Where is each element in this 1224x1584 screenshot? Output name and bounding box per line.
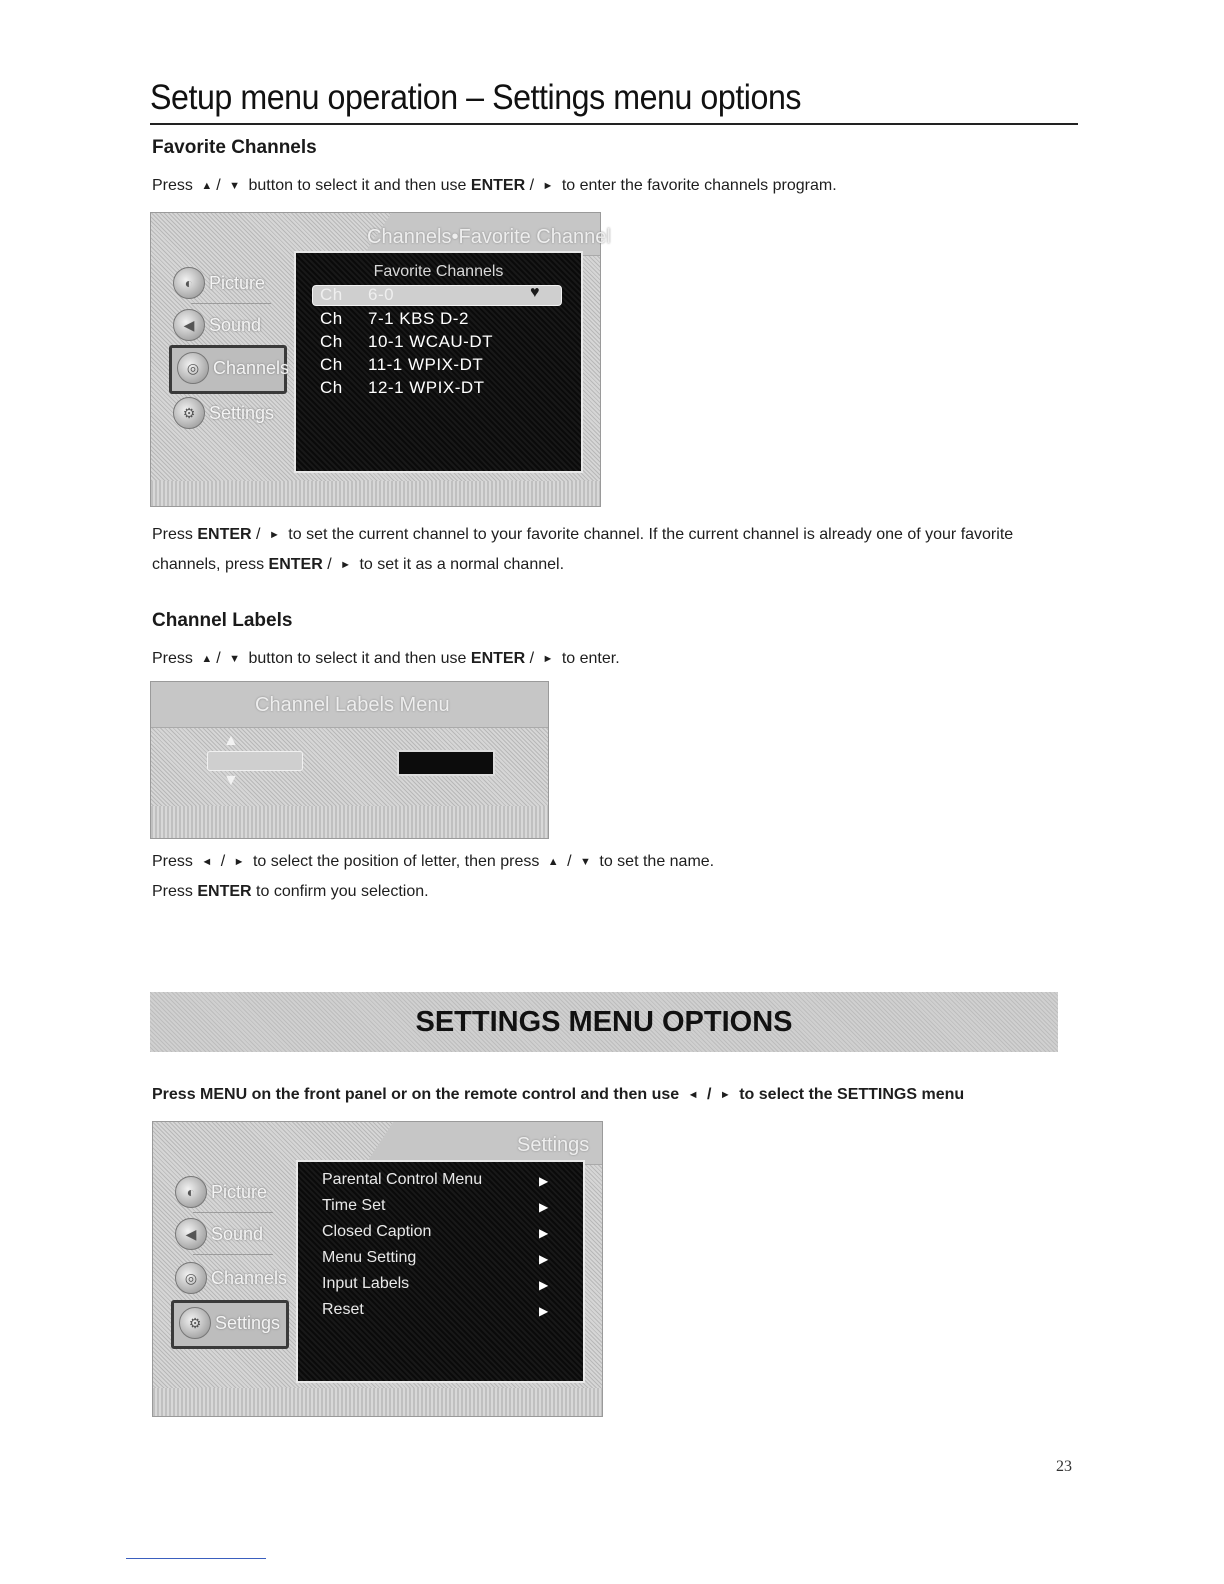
page-title: Setup menu operation – Settings menu options — [150, 78, 802, 117]
text: to select the position of letter, then press — [252, 853, 540, 870]
text-enter: ENTER — [197, 883, 252, 900]
slash: / — [567, 853, 572, 870]
settings-banner-title: SETTINGS MENU OPTIONS — [415, 1006, 793, 1038]
slash: / — [529, 650, 535, 667]
favorite-channels-instruction — [152, 171, 837, 201]
heart-icon: ♥ — [530, 284, 540, 301]
slash: / — [256, 526, 261, 543]
channel-value: 6-0 — [368, 285, 395, 304]
channel-value: 10-1 WCAU-DT — [368, 332, 494, 351]
side-item-label: Channels — [213, 357, 290, 378]
favorite-channels-screenshot — [150, 212, 611, 507]
text-enter: ENTER — [470, 177, 526, 194]
slash: / — [529, 177, 535, 194]
channel-labels-heading: Channel Labels — [152, 610, 293, 631]
divider — [193, 1212, 273, 1213]
channel-labels-instruction — [152, 644, 620, 674]
side-item-channels[interactable] — [175, 1262, 287, 1294]
down-arrow-icon: ▼ — [229, 653, 241, 665]
left-arrow-icon: ◄ — [687, 1089, 699, 1101]
right-arrow-icon: ► — [268, 529, 280, 541]
text-press: Press — [152, 177, 193, 194]
picture-icon: ◐ — [175, 1176, 207, 1208]
text: Press MENU on the front panel or on the remote control and then use — [152, 1086, 680, 1103]
channel-value: 11-1 WPIX-DT — [368, 355, 484, 374]
screen-footer — [151, 481, 600, 506]
speaker-icon: ◀ — [173, 309, 205, 341]
menu-item-reset[interactable]: Reset — [322, 1301, 364, 1318]
down-arrow-icon: ▼ — [580, 856, 591, 868]
text: to set the name. — [599, 853, 715, 870]
chevron-right-icon: ▶ — [539, 1174, 549, 1188]
chevron-right-icon: ▶ — [539, 1278, 549, 1292]
divider — [193, 1254, 273, 1255]
text-mid: button to select it and then use — [248, 650, 467, 667]
channel-row[interactable] — [320, 285, 394, 305]
text-enter: ENTER — [470, 650, 526, 667]
chevron-right-icon: ▶ — [539, 1200, 549, 1214]
page-number: 23 — [1056, 1458, 1072, 1475]
description-line-1 — [152, 847, 1082, 877]
menu-item-time-set[interactable]: Time Set — [322, 1197, 386, 1214]
up-arrow-icon[interactable]: ▲ — [223, 732, 239, 749]
speaker-icon: ◀ — [175, 1218, 207, 1250]
right-arrow-icon: ► — [542, 180, 554, 192]
side-item-label: Sound — [209, 314, 262, 335]
side-item-channels[interactable] — [177, 352, 289, 384]
settings-banner — [150, 992, 1058, 1052]
picture-icon: ◐ — [173, 267, 205, 299]
description-line-2 — [152, 550, 1082, 580]
channel-row[interactable] — [320, 309, 469, 329]
side-item-sound[interactable] — [175, 1218, 263, 1250]
channels-icon: ◎ — [177, 352, 209, 384]
channel-labels-screenshot — [150, 681, 549, 839]
side-item-settings[interactable] — [179, 1307, 280, 1339]
channel-prefix: Ch — [320, 332, 343, 351]
side-item-picture[interactable] — [173, 267, 265, 299]
side-item-label: Picture — [211, 1181, 268, 1202]
right-arrow-icon: ► — [719, 1089, 731, 1101]
screen-footer — [153, 1388, 602, 1416]
favorite-channels-description — [152, 520, 1082, 580]
gear-icon: ⚙ — [179, 1307, 211, 1339]
text: to confirm you selection. — [256, 883, 429, 900]
channel-prefix: Ch — [320, 285, 343, 304]
text: to set the current channel to your favorite channel. If the current channel is already one of your favorite — [288, 526, 1014, 543]
side-item-label: Settings — [215, 1312, 281, 1333]
channel-row[interactable] — [320, 332, 493, 352]
text: to set it as a normal channel. — [359, 556, 565, 573]
channel-row[interactable] — [320, 378, 485, 398]
menu-item-parental-control[interactable]: Parental Control Menu — [322, 1171, 483, 1188]
left-arrow-icon: ◄ — [201, 856, 213, 868]
down-arrow-icon[interactable]: ▼ — [223, 772, 239, 789]
text: Press — [152, 526, 193, 543]
channels-icon: ◎ — [175, 1262, 207, 1294]
up-arrow-icon: ▲ — [201, 180, 213, 192]
text: channels, press — [152, 556, 265, 573]
right-arrow-icon: ► — [233, 856, 245, 868]
up-arrow-icon: ▲ — [547, 856, 559, 868]
channel-prefix: Ch — [320, 378, 343, 397]
text-end: to enter. — [561, 650, 620, 667]
chevron-right-icon: ▶ — [539, 1304, 549, 1318]
channel-value: 12-1 WPIX-DT — [368, 378, 485, 397]
side-item-label: Channels — [211, 1267, 288, 1288]
slash: / — [216, 177, 221, 194]
slash: / — [327, 556, 332, 573]
slash: / — [220, 853, 226, 870]
right-arrow-icon: ► — [340, 559, 351, 571]
side-item-settings[interactable] — [173, 397, 274, 429]
text-enter: ENTER — [197, 526, 252, 543]
gear-icon: ⚙ — [173, 397, 205, 429]
settings-menu-screenshot — [152, 1121, 603, 1417]
panel-title: Favorite Channels — [373, 263, 504, 280]
down-arrow-icon: ▼ — [229, 180, 241, 192]
description-line-1 — [152, 520, 1082, 550]
label-input-field[interactable] — [397, 750, 495, 776]
screen-tab-title: Channel Labels Menu — [255, 694, 450, 716]
side-item-sound[interactable] — [173, 309, 261, 341]
chevron-right-icon: ▶ — [539, 1226, 549, 1240]
footer-rule — [126, 1558, 266, 1559]
text-end: to enter the favorite channels program. — [561, 177, 837, 194]
menu-item-input-labels[interactable]: Input Labels — [322, 1275, 410, 1292]
channel-value: 7-1 KBS D-2 — [368, 309, 469, 328]
text-mid: button to select it and then use — [248, 177, 467, 194]
text-press: Press — [152, 650, 193, 667]
menu-item-closed-caption[interactable]: Closed Caption — [322, 1223, 432, 1240]
letter-selector[interactable] — [207, 751, 303, 771]
right-arrow-icon: ► — [542, 653, 554, 665]
chevron-right-icon: ▶ — [539, 1252, 549, 1266]
screen-footer — [151, 806, 548, 838]
text: Press — [152, 853, 193, 870]
screen-tab-title: Settings — [517, 1134, 590, 1156]
text-enter: ENTER — [268, 556, 323, 573]
title-divider — [150, 123, 1078, 125]
channel-row[interactable] — [320, 355, 483, 375]
up-arrow-icon: ▲ — [201, 653, 213, 665]
description-line-2 — [152, 877, 1082, 906]
favorite-channels-panel — [294, 251, 583, 473]
slash: / — [216, 650, 221, 667]
screen-tab-title: Channels•Favorite Channel — [367, 226, 611, 248]
menu-item-menu-setting[interactable]: Menu Setting — [322, 1249, 417, 1266]
channel-prefix: Ch — [320, 309, 343, 328]
channel-prefix: Ch — [320, 355, 343, 374]
channel-labels-description — [152, 847, 1082, 906]
side-item-picture[interactable] — [175, 1176, 267, 1208]
settings-menu-panel — [296, 1160, 585, 1383]
text: Press — [152, 883, 193, 900]
side-item-label: Picture — [209, 272, 266, 293]
text: to select the SETTINGS menu — [739, 1086, 965, 1103]
slash: / — [706, 1086, 712, 1103]
side-item-label: Sound — [211, 1223, 264, 1244]
settings-menu-instruction — [152, 1080, 964, 1110]
favorite-channels-heading: Favorite Channels — [152, 137, 317, 158]
divider — [191, 303, 271, 304]
side-item-label: Settings — [209, 402, 275, 423]
